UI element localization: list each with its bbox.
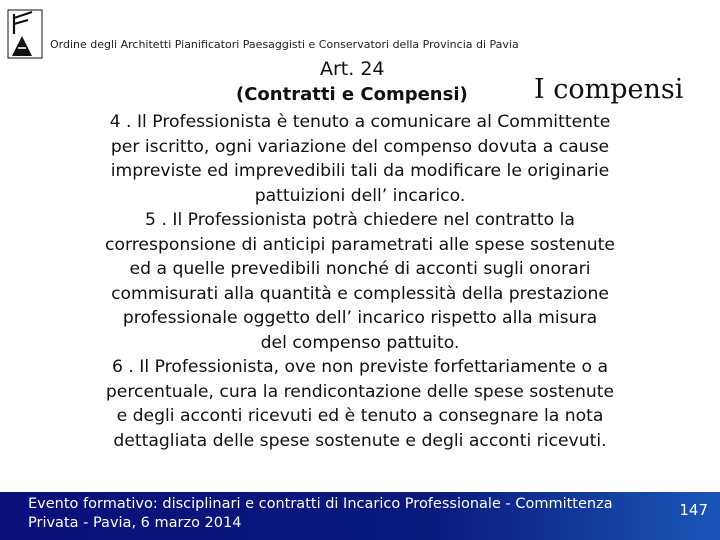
- paragraph-line: del compenso pattuito.: [260, 332, 460, 353]
- paragraph-5: [40, 208, 680, 355]
- footer-line-1: Evento formativo: disciplinari e contratti di Incarico Professionale - Committenza: [28, 496, 613, 512]
- footer-event-info: [28, 495, 658, 533]
- paragraph-line: commisurati alla quantità e complessità della prestazione: [111, 283, 609, 304]
- paragraph-line: 5 . Il Professionista potrà chiedere nel contratto la: [145, 210, 575, 230]
- paragraph-line: 4 . Il Professionista è tenuto a comunicare al Committente: [109, 112, 611, 132]
- paragraph-line: e degli acconti ricevuti ed è tenuto a consegnare la nota: [116, 406, 604, 426]
- paragraph-line: ed a quelle prevedibili nonché di acconti sugli onorari: [129, 259, 591, 279]
- page-number: 147: [679, 501, 708, 519]
- paragraph-line: per iscritto, ogni variazione del compenso dovuta a cause: [110, 136, 610, 157]
- paragraph-line: corresponsione di anticipi parametrati alle spese sostenute: [105, 234, 615, 255]
- paragraph-6: [40, 355, 680, 453]
- paragraph-line: impreviste ed imprevedibili tali da modificare le originarie: [110, 161, 610, 181]
- paragraph-line: dettagliata delle spese sostenute e degli acconti ricevuti.: [113, 430, 607, 451]
- article-title: (Contratti e Compensi): [236, 84, 468, 105]
- organization-name: Ordine degli Architetti Pianificatori Paesaggisti e Conservatori della Provincia di Pavia: [50, 38, 519, 51]
- article-body: [40, 110, 680, 453]
- section-heading: I compensi: [534, 74, 684, 105]
- logo-icon: [6, 8, 46, 60]
- footer-line-2: Privata - Pavia, 6 marzo 2014: [28, 515, 242, 531]
- footer-bar: [0, 492, 720, 540]
- paragraph-line: 6 . Il Professionista, ove non previste forfettariamente o a: [111, 357, 609, 377]
- paragraph-line: percentuale, cura la rendicontazione delle spese sostenute: [105, 381, 615, 402]
- paragraph-line: professionale oggetto dell’ incarico rispetto alla misura: [122, 308, 598, 328]
- article-number: Art. 24: [320, 58, 385, 80]
- paragraph-4: [40, 110, 680, 208]
- paragraph-line: pattuizioni dell’ incarico.: [254, 185, 466, 206]
